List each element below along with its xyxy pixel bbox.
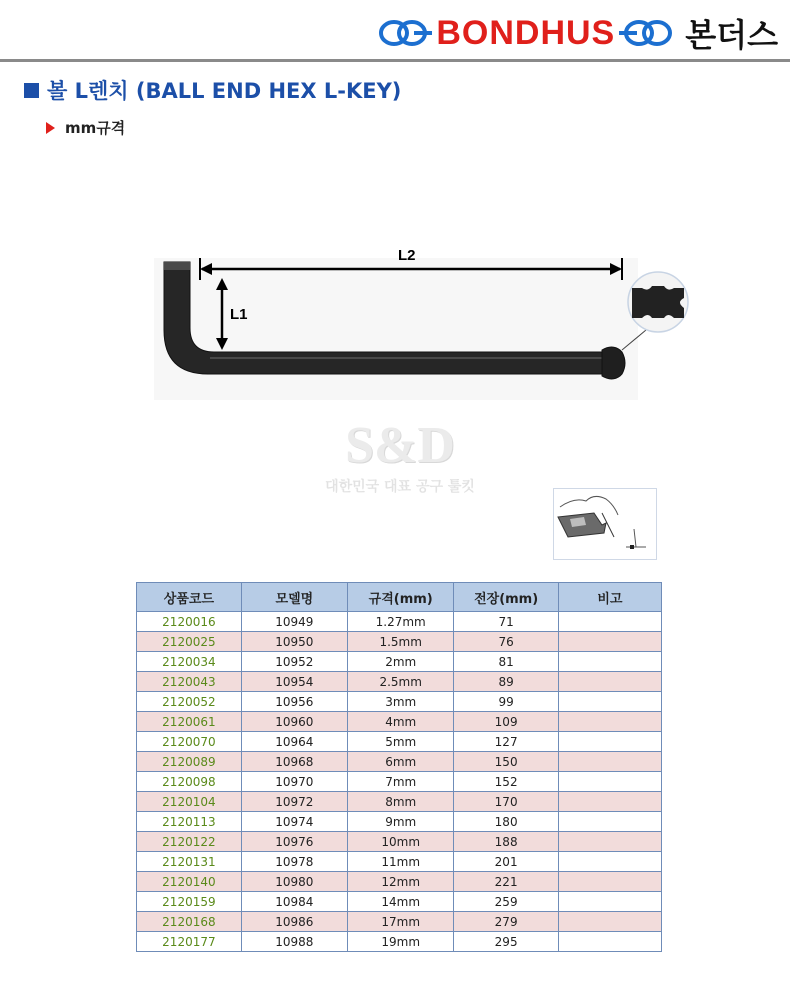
table-row (137, 832, 662, 852)
table-row (137, 772, 662, 792)
header-remarks: 비고 (558, 583, 661, 612)
length-cell: 81 (454, 652, 558, 672)
remarks-cell (558, 632, 661, 652)
length-cell: 188 (454, 832, 558, 852)
model-name-cell: 10974 (241, 812, 347, 832)
length-cell: 76 (454, 632, 558, 652)
header-overall-length: 전장(mm) (454, 583, 558, 612)
product-code-cell: 2120104 (137, 792, 242, 812)
table-row (137, 892, 662, 912)
table-row (137, 632, 662, 652)
size-cell: 10mm (347, 832, 454, 852)
spec-table (136, 582, 662, 952)
product-code-cell: 2120122 (137, 832, 242, 852)
product-code-cell: 2120061 (137, 712, 242, 732)
spec-table-body (137, 612, 662, 952)
length-cell: 71 (454, 612, 558, 632)
length-cell: 295 (454, 932, 558, 952)
remarks-cell (558, 752, 661, 772)
table-row (137, 712, 662, 732)
remarks-cell (558, 652, 661, 672)
brand-name: BONDHUS (436, 13, 616, 52)
section-subtitle: mm규격 (65, 119, 126, 137)
size-cell: 2.5mm (347, 672, 454, 692)
model-name-cell: 10960 (241, 712, 347, 732)
model-name-cell: 10972 (241, 792, 347, 812)
length-cell: 221 (454, 872, 558, 892)
model-name-cell: 10952 (241, 652, 347, 672)
size-cell: 5mm (347, 732, 454, 752)
model-name-cell: 10954 (241, 672, 347, 692)
model-name-cell: 10949 (241, 612, 347, 632)
size-cell: 4mm (347, 712, 454, 732)
model-name-cell: 10968 (241, 752, 347, 772)
model-name-cell: 10950 (241, 632, 347, 652)
product-code-cell: 2120016 (137, 612, 242, 632)
table-row (137, 872, 662, 892)
page-title: 볼 L렌치 (BALL END HEX L-KEY) (47, 79, 402, 103)
product-code-cell: 2120089 (137, 752, 242, 772)
length-cell: 127 (454, 732, 558, 752)
remarks-cell (558, 852, 661, 872)
size-cell: 8mm (347, 792, 454, 812)
ball-end (602, 347, 625, 379)
length-cell: 152 (454, 772, 558, 792)
product-code-cell: 2120113 (137, 812, 242, 832)
header-size: 규격(mm) (347, 583, 454, 612)
remarks-cell (558, 732, 661, 752)
length-cell: 259 (454, 892, 558, 912)
product-code-cell: 2120177 (137, 932, 242, 952)
remarks-cell (558, 892, 661, 912)
table-row (137, 612, 662, 632)
remarks-cell (558, 812, 661, 832)
table-row (137, 732, 662, 752)
model-name-cell: 10978 (241, 852, 347, 872)
remarks-cell (558, 612, 661, 632)
triangle-bullet-icon (46, 122, 55, 134)
size-cell: 9mm (347, 812, 454, 832)
table-row (137, 692, 662, 712)
remarks-cell (558, 792, 661, 812)
model-name-cell: 10976 (241, 832, 347, 852)
product-code-cell: 2120140 (137, 872, 242, 892)
remarks-cell (558, 932, 661, 952)
page-title-row (24, 75, 401, 105)
l2-label: L2 (398, 247, 416, 264)
model-name-cell: 10970 (241, 772, 347, 792)
remarks-cell (558, 832, 661, 852)
size-cell: 2mm (347, 652, 454, 672)
header-model-name: 모델명 (241, 583, 347, 612)
watermark (300, 417, 500, 496)
size-cell: 6mm (347, 752, 454, 772)
length-cell: 180 (454, 812, 558, 832)
l1-label: L1 (230, 306, 248, 323)
table-row (137, 812, 662, 832)
knot-left-icon (378, 13, 432, 53)
length-cell: 201 (454, 852, 558, 872)
remarks-cell (558, 672, 661, 692)
size-cell: 12mm (347, 872, 454, 892)
length-cell: 89 (454, 672, 558, 692)
length-cell: 279 (454, 912, 558, 932)
table-row (137, 852, 662, 872)
remarks-cell (558, 772, 661, 792)
product-code-cell: 2120131 (137, 852, 242, 872)
product-code-cell: 2120070 (137, 732, 242, 752)
table-row (137, 912, 662, 932)
brand-logo (378, 10, 778, 56)
table-row (137, 932, 662, 952)
remarks-cell (558, 692, 661, 712)
product-code-cell: 2120159 (137, 892, 242, 912)
watermark-logo: S&D (345, 417, 455, 474)
short-arm-tip (164, 262, 190, 270)
product-code-cell: 2120043 (137, 672, 242, 692)
size-cell: 3mm (347, 692, 454, 712)
size-cell: 14mm (347, 892, 454, 912)
header-divider (0, 59, 790, 62)
brand-korean-name: 본더스 (685, 16, 778, 54)
ball-end-detail (632, 286, 684, 318)
model-name-cell: 10964 (241, 732, 347, 752)
model-name-cell: 10986 (241, 912, 347, 932)
remarks-cell (558, 912, 661, 932)
square-bullet-icon (24, 83, 39, 98)
watermark-text: 대한민국 대표 공구 툴킷 (325, 479, 475, 495)
model-name-cell: 10980 (241, 872, 347, 892)
usage-thumbnail (553, 488, 657, 560)
model-name-cell: 10956 (241, 692, 347, 712)
table-header-row (137, 583, 662, 612)
section-subtitle-row (46, 117, 125, 138)
model-name-cell: 10988 (241, 932, 347, 952)
product-code-cell: 2120098 (137, 772, 242, 792)
table-row (137, 752, 662, 772)
table-row (137, 652, 662, 672)
size-cell: 1.5mm (347, 632, 454, 652)
photo-background (154, 258, 638, 400)
knot-right-icon (619, 13, 673, 53)
table-row (137, 672, 662, 692)
length-cell: 109 (454, 712, 558, 732)
length-cell: 150 (454, 752, 558, 772)
size-cell: 7mm (347, 772, 454, 792)
remarks-cell (558, 872, 661, 892)
length-cell: 170 (454, 792, 558, 812)
remarks-cell (558, 712, 661, 732)
size-cell: 19mm (347, 932, 454, 952)
product-code-cell: 2120052 (137, 692, 242, 712)
header-product-code: 상품코드 (137, 583, 242, 612)
table-row (137, 792, 662, 812)
size-cell: 11mm (347, 852, 454, 872)
size-cell: 17mm (347, 912, 454, 932)
size-cell: 1.27mm (347, 612, 454, 632)
model-name-cell: 10984 (241, 892, 347, 912)
product-code-cell: 2120025 (137, 632, 242, 652)
hex-key-diagram (150, 240, 695, 410)
product-code-cell: 2120034 (137, 652, 242, 672)
length-cell: 99 (454, 692, 558, 712)
product-code-cell: 2120168 (137, 912, 242, 932)
